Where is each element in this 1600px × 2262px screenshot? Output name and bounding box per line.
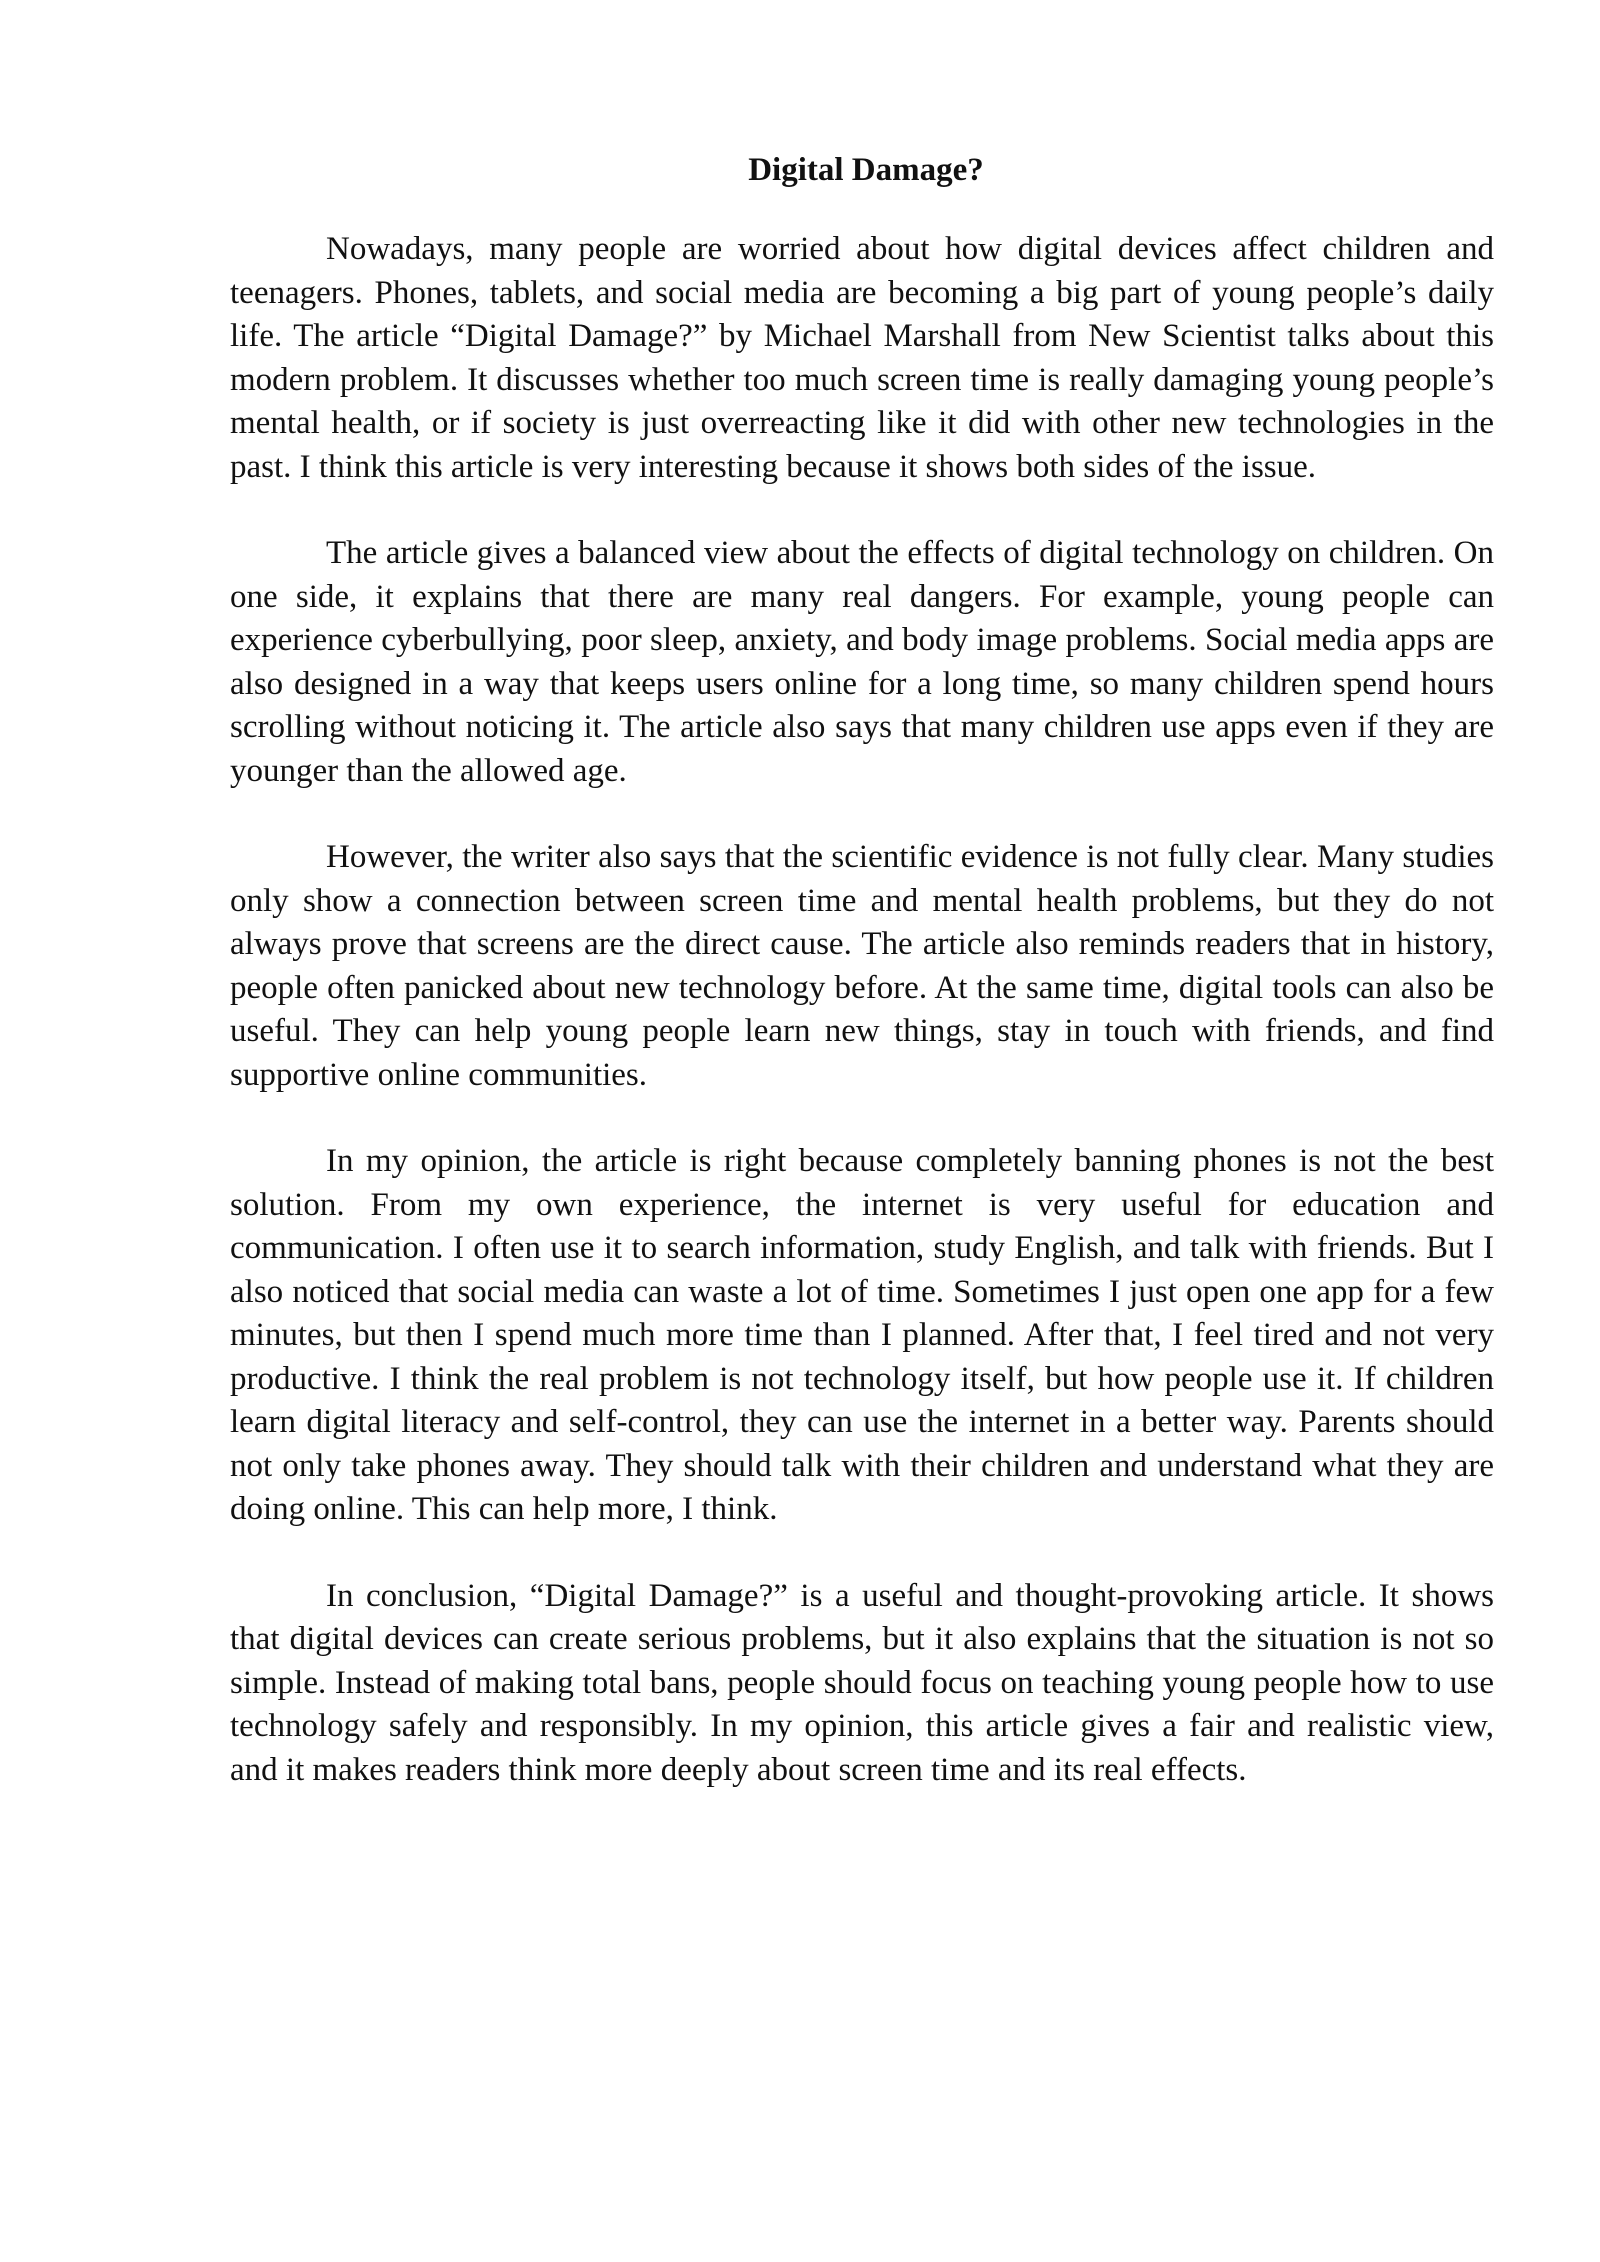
paragraph-opinion: In my opinion, the article is right because completely banning phones is not the best solution. From my own experience, the internet is very useful for education and communication. I often use it to search information, study English, and talk with friends. But I also noticed that social media can waste a lot of time. Sometimes I just open one app for a few minutes, but then I spend much more time than I planned. After that, I feel tired and not very productive. I think the real problem is not technology itself, but how people use it. If children learn digital literacy and self-control, they can use the internet in a better way. Parents should not only take phones away. They should talk with their children and understand what they are doing online. This can help more, I think. xyxy=(230,1143,1494,1527)
paragraph-balanced-view: The article gives a balanced view about the effects of digital technology on children. On one side, it explains that there are many real dangers. For example, young people can experience cyberbullying, poor sleep, anxiety, and body image problems. Social media apps are also designed in a way that keeps users online for a long time, so many children spend hours scrolling without noticing it. The article also says that many children use apps even if they are younger than the allowed age. xyxy=(230,535,1494,789)
document-title: Digital Damage? xyxy=(748,152,984,188)
paragraph-evidence: However, the writer also says that the scientific evidence is not fully clear. Many studies only show a connection between screen time and mental health problems, but they do not always prove that screens are the direct cause. The article also reminds readers that in history, people often panicked about new technology before. At the same time, digital tools can also be useful. They can help young people learn new things, stay in touch with friends, and find supportive online communities. xyxy=(230,839,1494,1093)
document-page xyxy=(230,150,1494,1835)
paragraph-intro: Nowadays, many people are worried about how digital devices affect children and teenagers. Phones, tablets, and social media are becoming a big part of young people’s daily life. The article “Digital Damage?” by Michael Marshall from New Scientist talks about this modern problem. It discusses whether too much screen time is really damaging young people’s mental health, or if society is just overreacting like it did with other new technologies in the past. I think this article is very interesting because it shows both sides of the issue. xyxy=(230,231,1494,485)
paragraph-conclusion: In conclusion, “Digital Damage?” is a useful and thought-provoking article. It shows that digital devices can create serious problems, but it also explains that the situation is not so simple. Instead of making total bans, people should focus on teaching young people how to use technology safely and responsibly. In my opinion, this article gives a fair and realistic view, and it makes readers think more deeply about screen time and its real effects. xyxy=(230,1577,1494,1788)
